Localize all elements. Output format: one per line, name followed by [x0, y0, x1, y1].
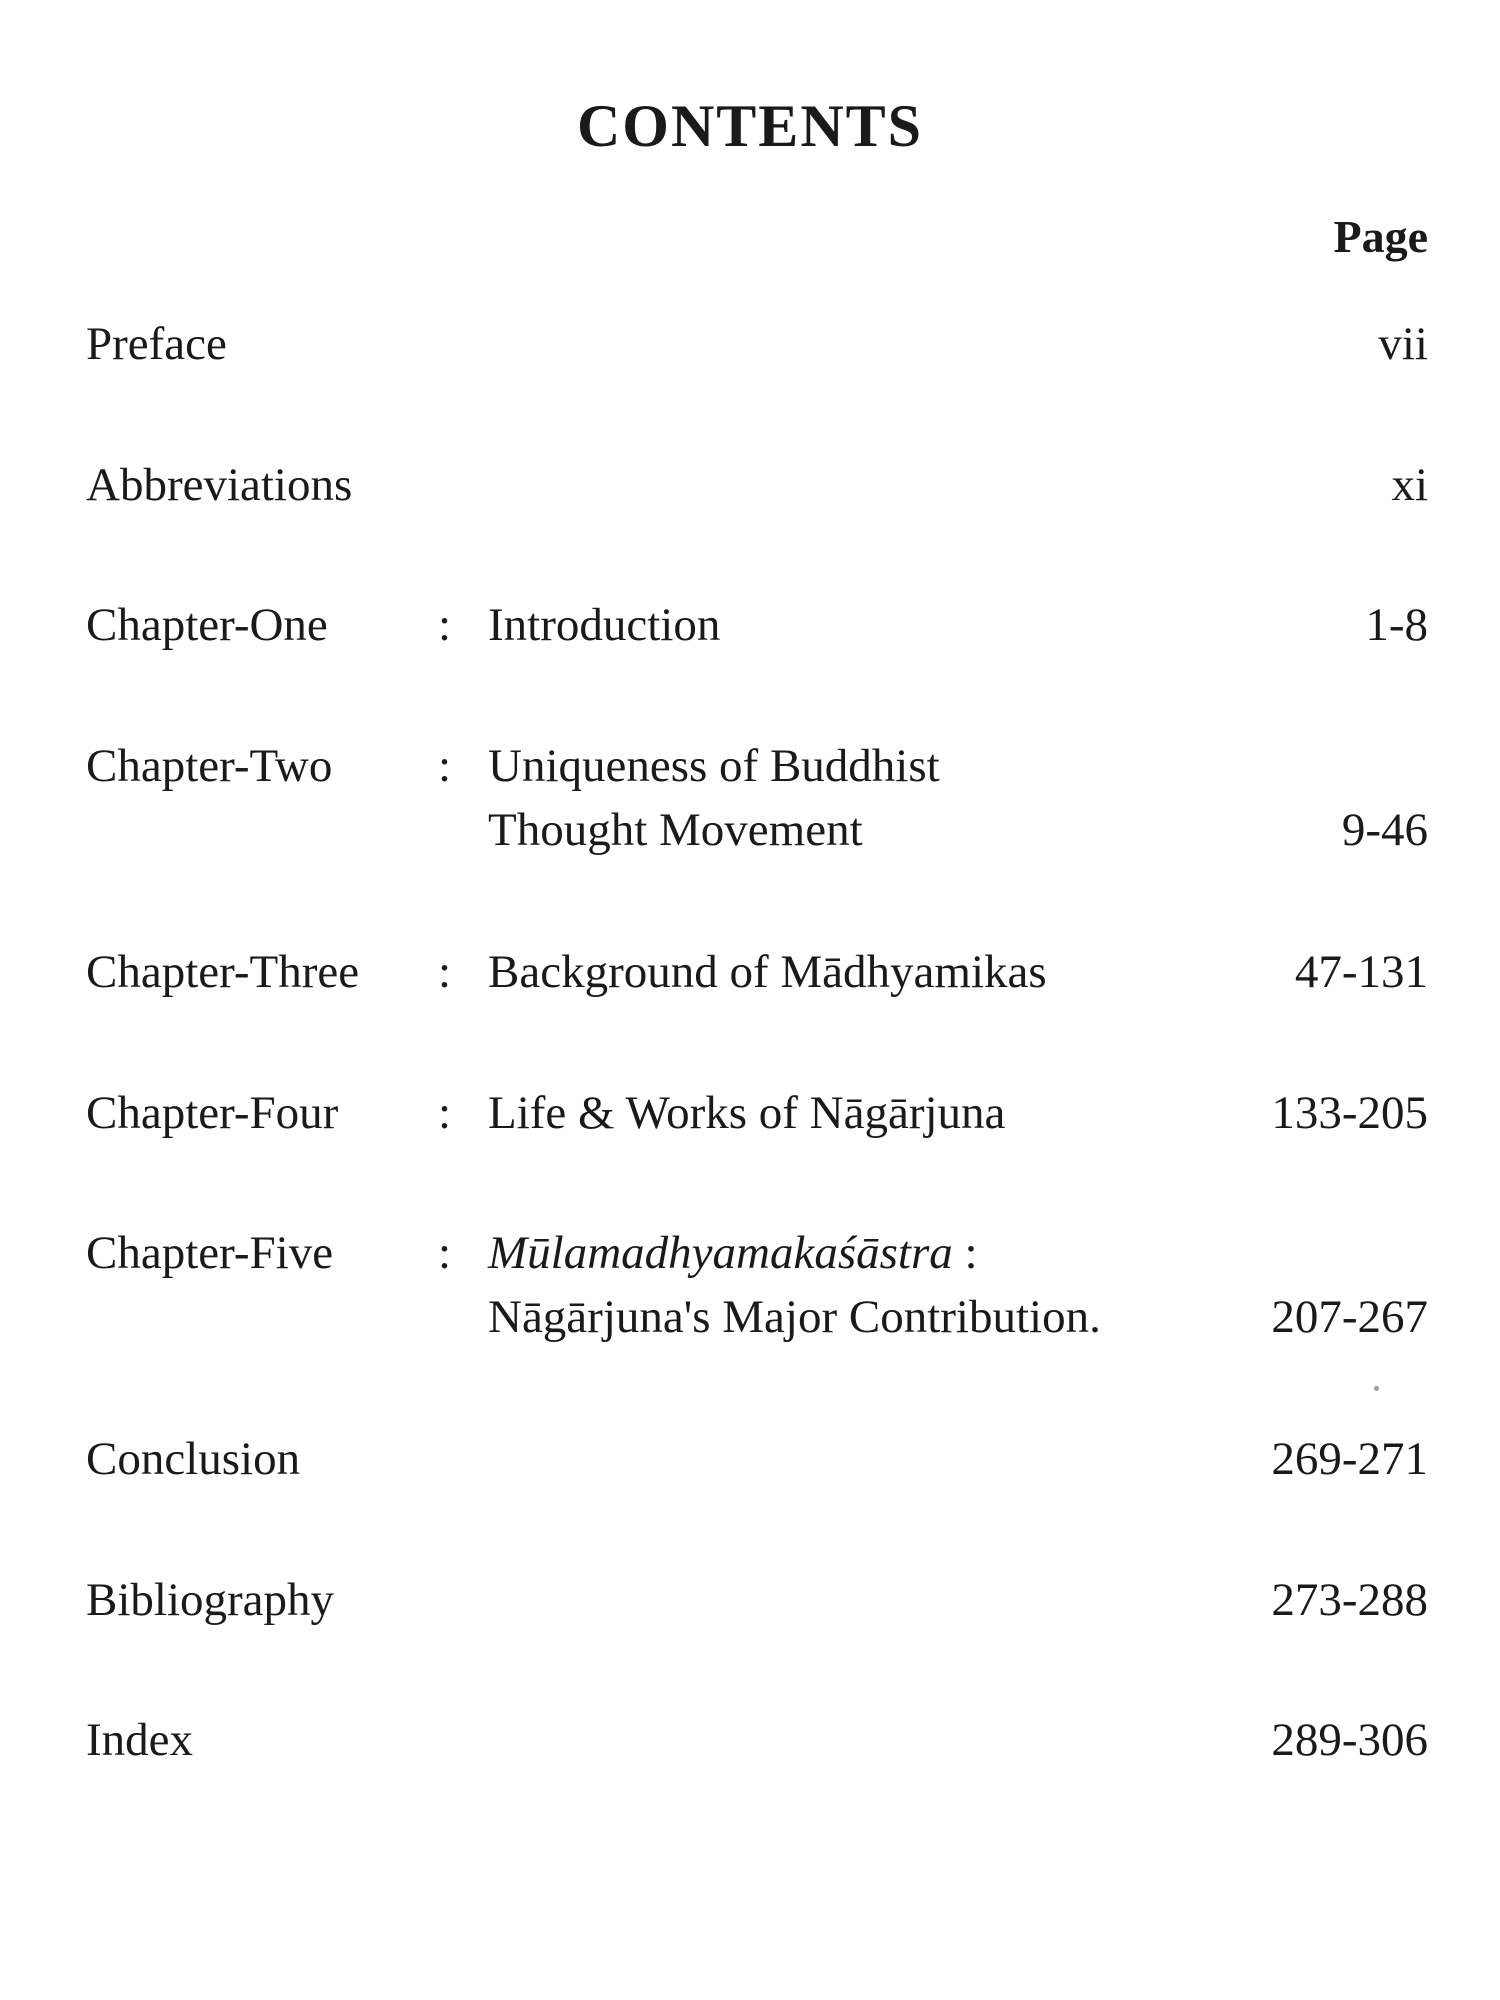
entry-pages: 9-46 [1341, 804, 1428, 856]
entry-title-line-1: Uniqueness of Buddhist [488, 740, 940, 792]
entry-label: Index [86, 1714, 194, 1766]
entry-pages: 207-267 [1271, 1291, 1428, 1343]
print-speck [1374, 1386, 1379, 1391]
entry-label: Preface [86, 318, 227, 370]
entry-title-line-1 [488, 1221, 1248, 1285]
entry-title-line-2: Thought Movement [488, 804, 863, 856]
entry-label: Chapter-Four [86, 1087, 339, 1139]
entry-label: Chapter-Five [86, 1227, 334, 1279]
entry-pages: 47-131 [1294, 946, 1428, 998]
entry-colon: : [438, 740, 452, 792]
entry-colon: : [438, 946, 452, 998]
entry-title: Background of Mādhyamikas [488, 946, 1047, 998]
page-column-label: Page [1333, 211, 1428, 262]
entry-label: Bibliography [86, 1574, 335, 1626]
entry-title [488, 1221, 1248, 1349]
entry-title-line-2: Nāgārjuna's Major Contribution. [488, 1291, 1101, 1343]
entry-label: Abbreviations [86, 459, 353, 511]
entry-label: Conclusion [86, 1433, 301, 1485]
entry-pages: 269-271 [1271, 1433, 1428, 1485]
entry-label: Chapter-Two [86, 740, 333, 792]
entry-pages: vii [1378, 318, 1428, 370]
entry-title: Introduction [488, 599, 721, 651]
entry-pages: xi [1391, 459, 1428, 511]
entry-title-italic: Mūlamadhyamakaśāstra [488, 1227, 953, 1279]
page-title: CONTENTS [576, 93, 924, 159]
entry-colon: : [438, 1227, 452, 1279]
entry-pages: 273-288 [1271, 1574, 1428, 1626]
entry-pages: 289-306 [1271, 1714, 1428, 1766]
entry-pages: 1-8 [1365, 599, 1428, 651]
entry-title-line-1-rest: : [952, 1227, 978, 1279]
entry-colon: : [438, 599, 452, 651]
entry-title: Life & Works of Nāgārjuna [488, 1087, 1006, 1139]
entry-pages: 133-205 [1271, 1087, 1428, 1139]
entry-label: Chapter-One [86, 599, 328, 651]
entry-title [488, 734, 1248, 862]
entry-label: Chapter-Three [86, 946, 360, 998]
entry-colon: : [438, 1087, 452, 1139]
